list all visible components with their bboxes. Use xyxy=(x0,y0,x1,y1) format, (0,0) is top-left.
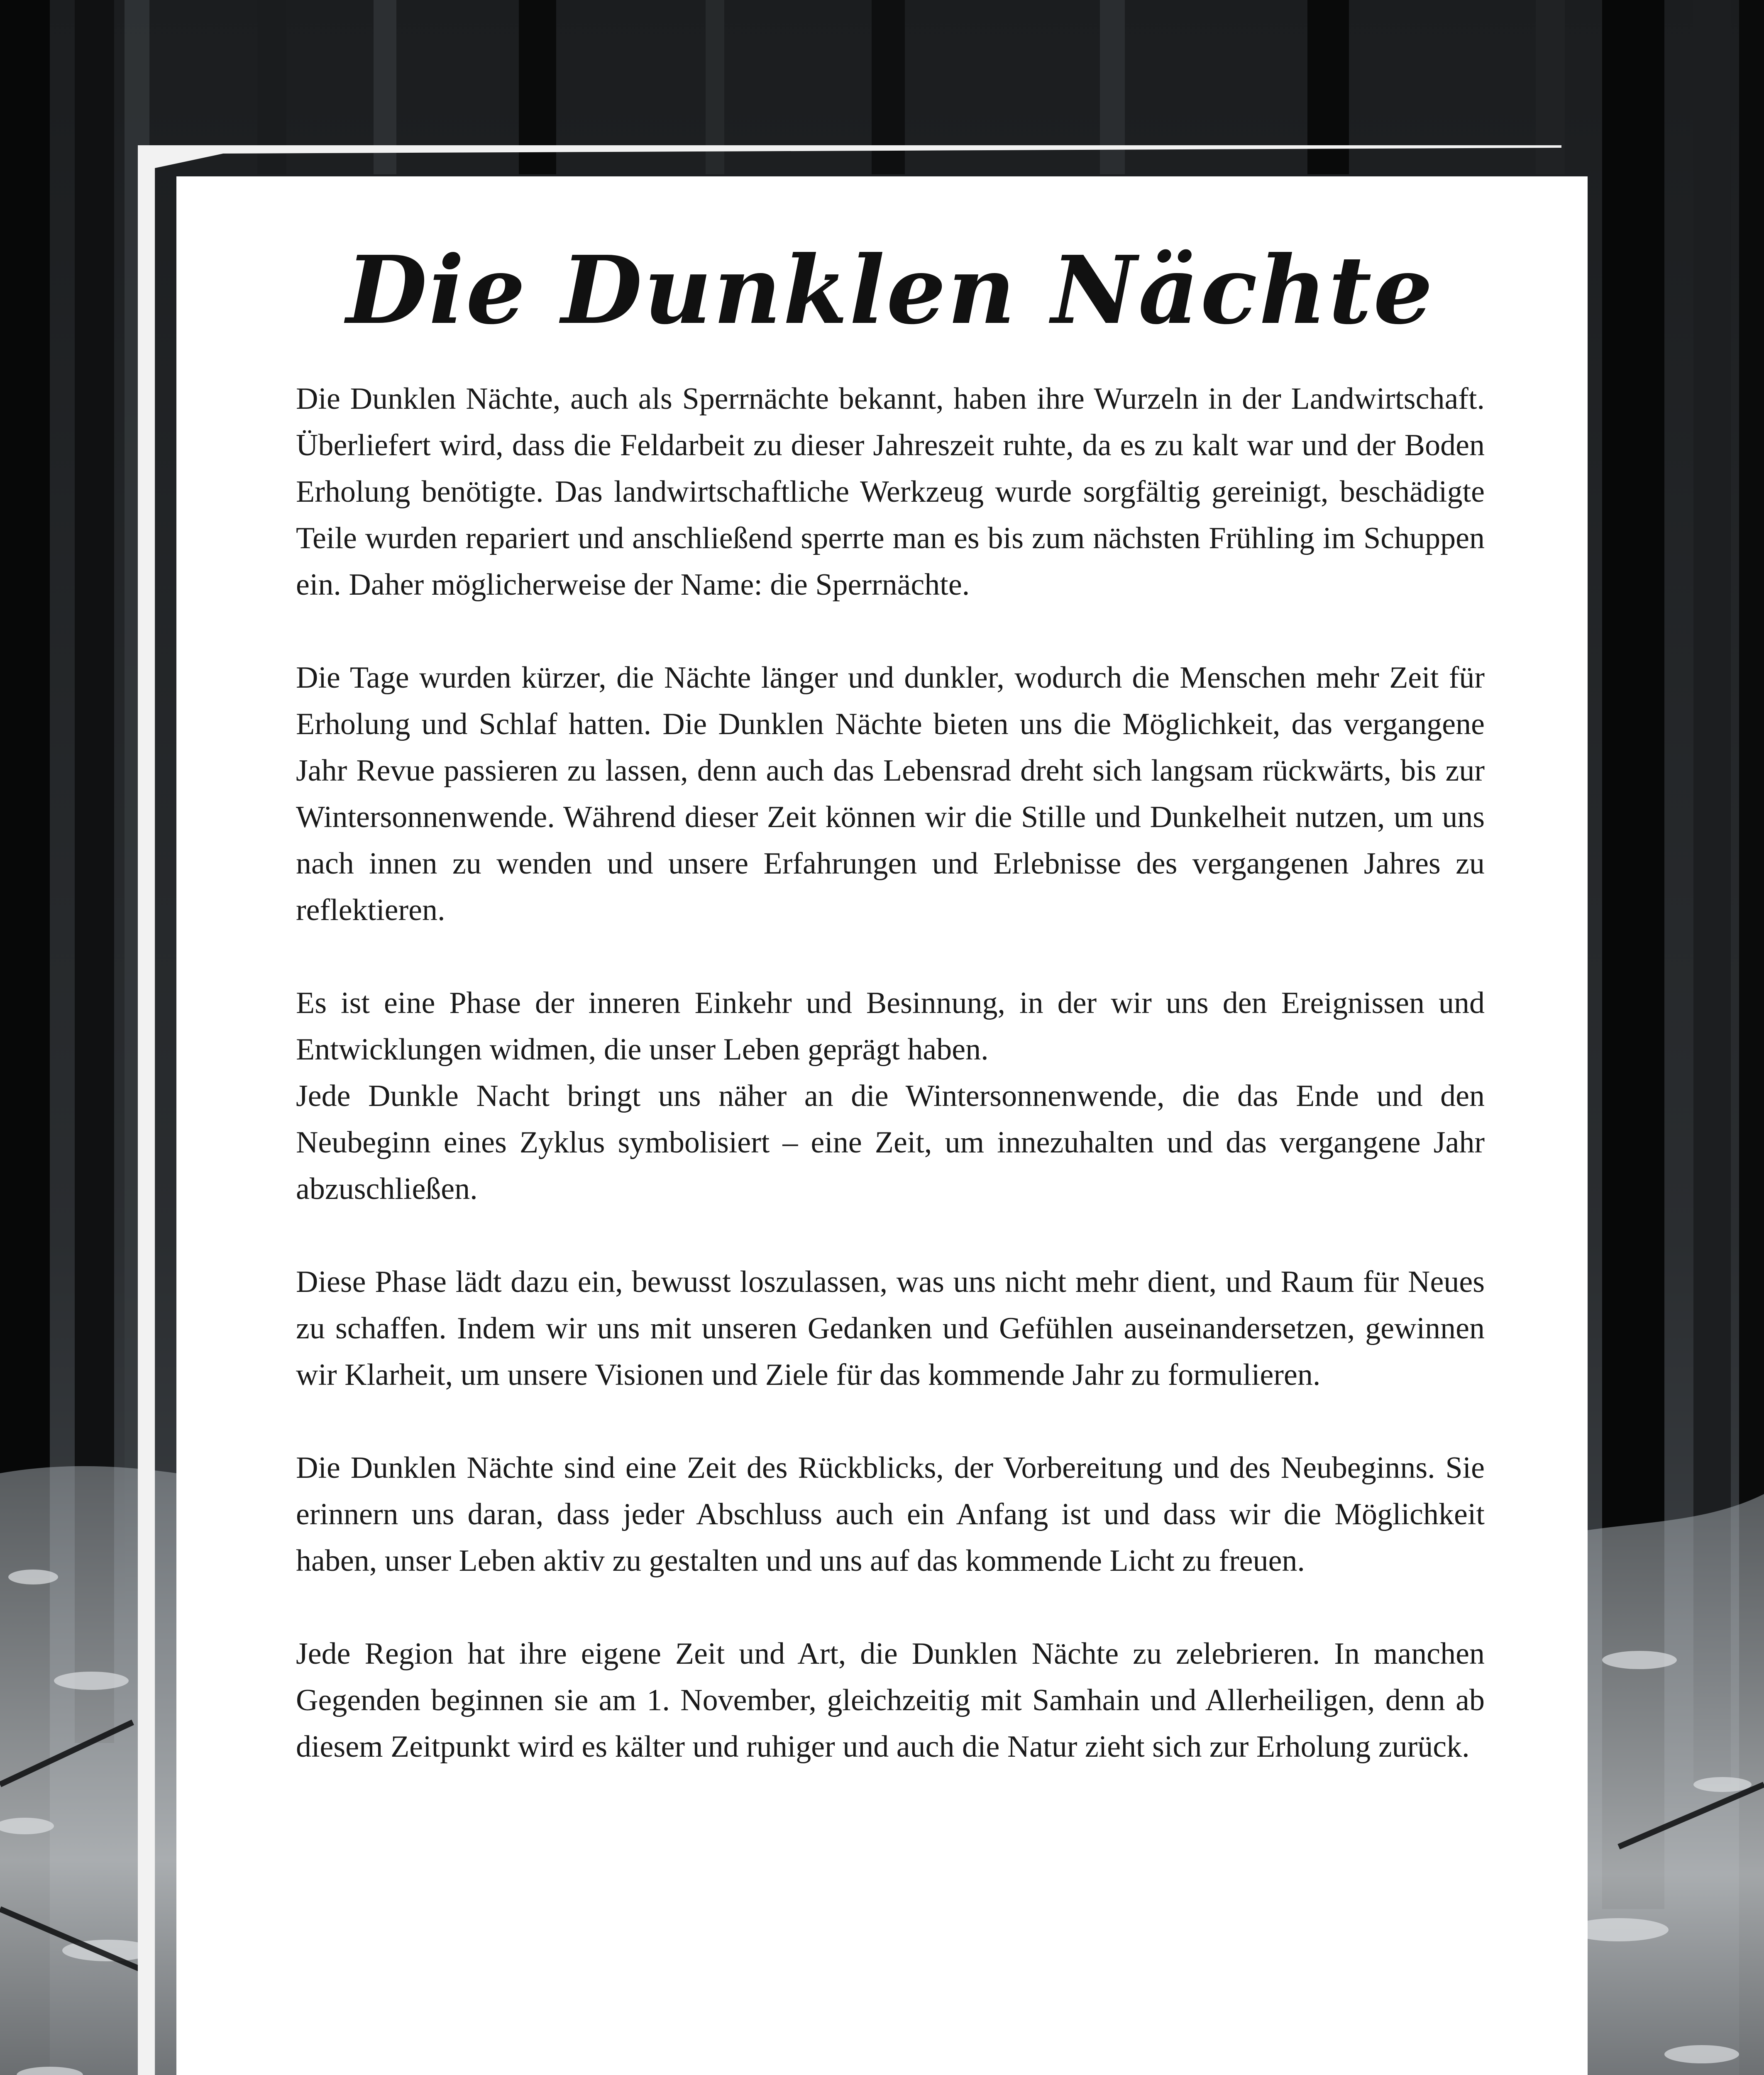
paragraph-7: Jede Region hat ihre eigene Zeit und Art, die Dunklen Nächte zu zelebrieren. In manchen Gegenden beginnen sie am 1. November, gleichzeitig mit Samhain und Allerheiligen, denn ab diesem Zeitpunkt wird es kälter und ruhiger und auch die Natur zieht sich zur Erholung zurück. xyxy=(296,1637,1485,1764)
content-panel xyxy=(176,176,1588,2075)
page-title: Die Dunklen Nächte xyxy=(346,236,1434,345)
paragraph-5: Diese Phase lädt dazu ein, bewusst loszulassen, was uns nicht mehr dient, und Raum für Neues zu schaffen. Indem wir uns mit unseren Gedanken und Gefühlen auseinandersetzen, gewinnen wir Klarheit, um unsere Visionen und Ziele für das kommende Jahr zu formulieren. xyxy=(296,1265,1485,1392)
paragraph-2: Die Tage wurden kürzer, die Nächte länger und dunkler, wodurch die Menschen mehr Zeit für Erholung und Schlaf hatten. Die Dunklen Nächte bieten uns die Möglichkeit, das vergangene Jahr Revue passieren zu lassen, denn auch das Lebensrad dreht sich langsam rückwärts, bis zur Wintersonnenwende. Während dieser Zeit können wir die Stille und Dunkelheit nutzen, um uns nach innen zu wenden und unsere Erfahrungen und Erlebnisse des vergangenen Jahres zu reflektieren. xyxy=(296,661,1485,927)
paragraph-6: Die Dunklen Nächte sind eine Zeit des Rückblicks, der Vorbereitung und des Neubeginns. Sie erinnern uns daran, dass jeder Abschluss auch ein Anfang ist und dass wir die Möglichkeit haben, unser Leben aktiv zu gestalten und uns auf das kommende Licht zu freuen. xyxy=(296,1451,1485,1578)
paragraph-3: Es ist eine Phase der inneren Einkehr und Besinnung, in der wir uns den Ereignissen und Entwicklungen widmen, die unser Leben geprägt haben. xyxy=(296,986,1485,1067)
paragraph-1: Die Dunklen Nächte, auch als Sperrnächte bekannt, haben ihre Wurzeln in der Landwirtschaft. Überliefert wird, dass die Feldarbeit zu dieser Jahreszeit ruhte, da es zu kalt war und der Boden Erholung benötigte. Das landwirtschaftliche Werkzeug wurde sorgfältig gereinigt, beschädigte Teile wurden repariert und anschließend sperrte man es bis zum nächsten Frühling im Schuppen ein. Daher möglicherweise der Name: die Sperrnächte. xyxy=(296,382,1485,602)
paragraph-4: Jede Dunkle Nacht bringt uns näher an die Wintersonnenwende, die das Ende und den Neubeginn eines Zyklus symbolisiert – eine Zeit, um innezuhalten und das vergangene Jahr abzuschließen. xyxy=(296,1079,1485,1206)
page-body xyxy=(296,376,1485,1770)
